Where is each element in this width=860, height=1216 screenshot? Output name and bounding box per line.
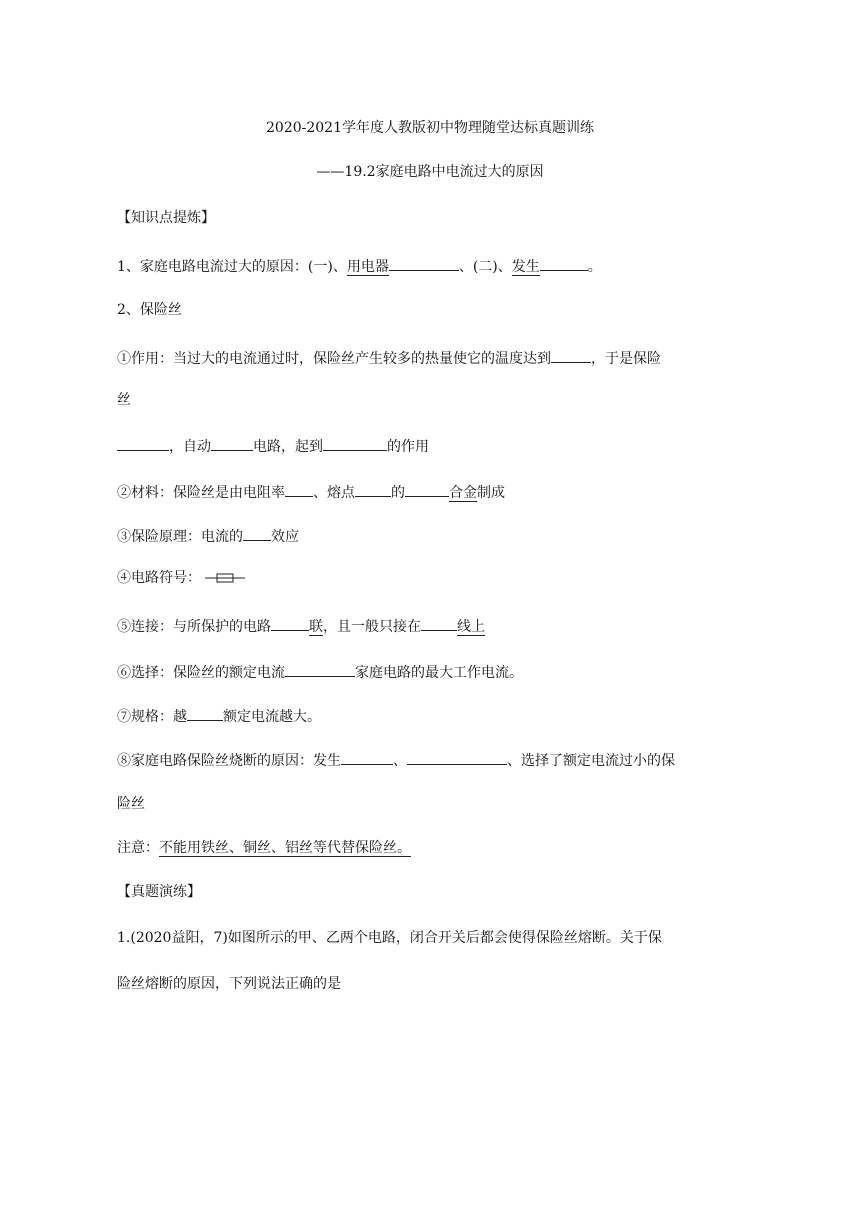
item-2-principle: ③保险原理：电流的 效应 [117, 524, 299, 547]
blank [407, 748, 507, 765]
section-heading-practice: 【真题演练】 [117, 884, 201, 900]
blank [271, 614, 309, 631]
item-2-heading: 2、保险丝 [117, 302, 182, 318]
blank [243, 524, 271, 541]
item-2-function: ①作用：当过大的电流通过时，保险丝产生较多的热量使它的温度达到 ，于是保险 [117, 346, 661, 369]
item-2-connection: ⑤连接：与所保护的电路 联，且一般只接在 线上 [117, 614, 485, 637]
blank [285, 480, 313, 497]
blank [540, 254, 588, 271]
blank [117, 434, 169, 451]
item-2-selection: ⑥选择：保险丝的额定电流 家庭电路的最大工作电流。 [117, 660, 523, 683]
fuse-symbol-icon [205, 572, 245, 584]
blank [341, 748, 393, 765]
blank [211, 434, 253, 451]
item-2-reasons: ⑧家庭电路保险丝烧断的原因：发生 、 、选择了额定电流过小的保 [117, 748, 675, 771]
blank [285, 660, 355, 677]
item-2-function-cont: 丝 [117, 392, 131, 408]
item-1: 1、家庭电路电流过大的原因：(一)、用电器 、(二)、发生 。 [117, 254, 602, 277]
blank [187, 704, 223, 721]
item-2-material: ②材料：保险丝是由电阻率 、熔点 的 合金制成 [117, 480, 505, 503]
doc-subtitle: ——19.2家庭电路中电流过大的原因 [316, 164, 544, 180]
blank [323, 434, 387, 451]
item-2-reasons-cont: 险丝 [117, 796, 145, 812]
blank [405, 480, 449, 497]
section-heading-knowledge: 【知识点提炼】 [117, 210, 215, 226]
blank [389, 254, 459, 271]
blank [551, 346, 591, 363]
question-1: 1.(2020益阳，7)如图所示的甲、乙两个电路，闭合开关后都会使得保险丝熔断。关于保 [117, 930, 662, 946]
note: 注意：不能用铁丝、铜丝、铝丝等代替保险丝。 [117, 840, 411, 856]
question-1-cont: 险丝熔断的原因，下列说法正确的是 [117, 976, 341, 992]
doc-title: 2020-2021学年度人教版初中物理随堂达标真题训练 [266, 120, 594, 136]
item-2-function-cont2: ，自动 电路，起到 的作用 [117, 434, 429, 457]
item-2-spec: ⑦规格：越 额定电流越大。 [117, 704, 321, 727]
item-2-symbol: ④电路符号： [117, 568, 245, 588]
blank [421, 614, 457, 631]
blank [355, 480, 391, 497]
